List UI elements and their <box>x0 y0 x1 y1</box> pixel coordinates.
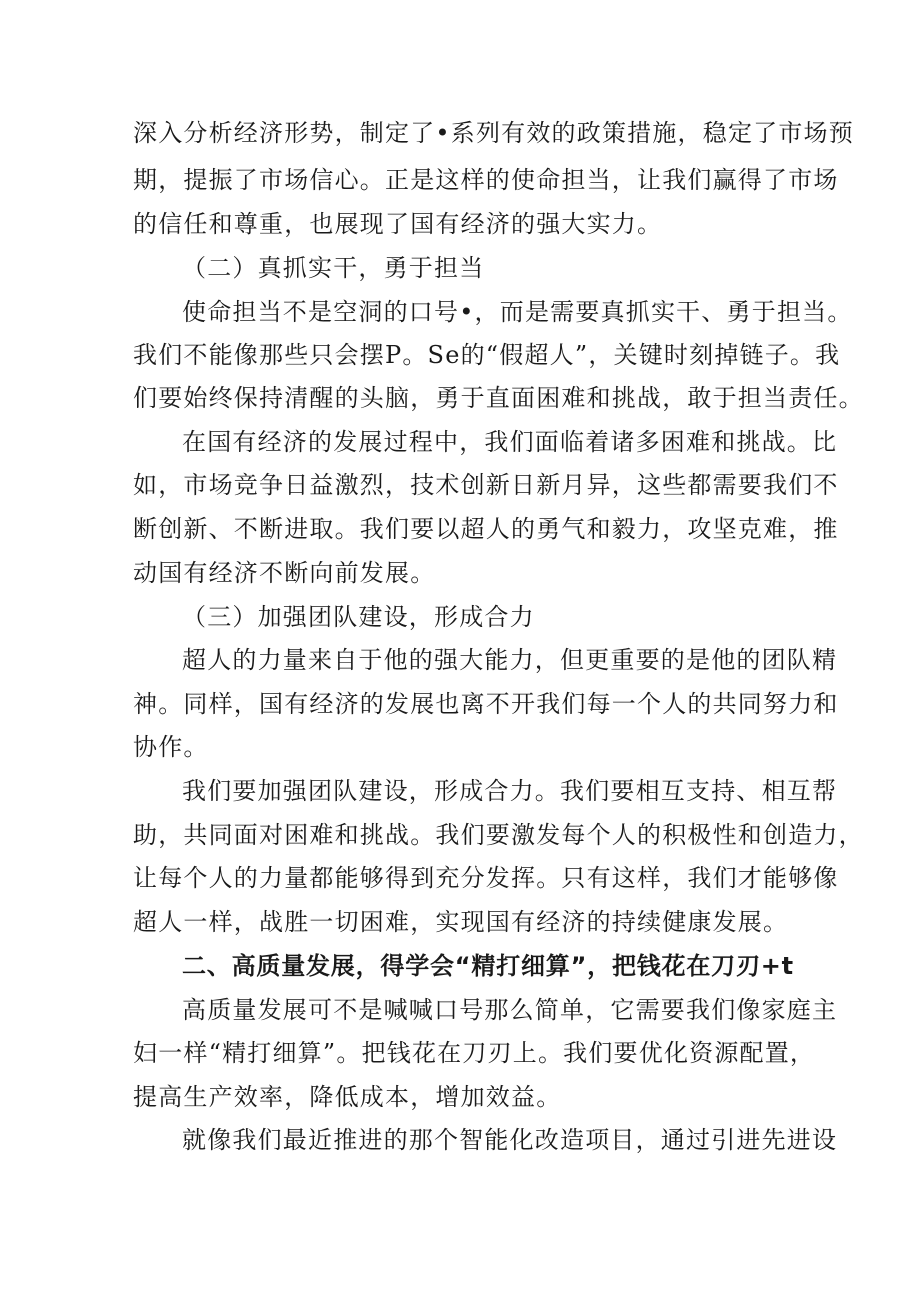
paragraph-line: 就像我们最近推进的那个智能化改造项目，通过引进先进设 <box>182 1126 838 1154</box>
paragraph-line: 使命担当不是空洞的口号•，而是需要真抓实干、勇于担当。 <box>182 298 853 326</box>
paragraph-line: 动国有经济不断向前发展。 <box>133 559 436 587</box>
paragraph-line: 提高生产效率，降低成本，增加效益。 <box>133 1083 562 1111</box>
paragraph-line: 我们要加强团队建设，形成合力。我们要相互支持、相互帮 <box>182 777 838 805</box>
section-subheading: （三）加强团队建设，形成合力 <box>182 603 535 631</box>
paragraph-line: 如，市场竞争日益激烈，技术创新日新月异，这些都需要我们不 <box>133 471 839 499</box>
paragraph-line: 超人的力量来自于他的强大能力，但更重要的是他的团队精 <box>182 646 838 674</box>
paragraph-line: 在国有经济的发展过程中，我们面临着诸多困难和挑战。比 <box>182 428 838 456</box>
paragraph-line: 高质量发展可不是喊喊口号那么简单，它需要我们像家庭主 <box>182 996 838 1024</box>
paragraph-line: 妇一样“精打细算”。把钱花在刀刃上。我们要优化资源配置， <box>133 1039 816 1067</box>
paragraph-line: 我们不能像那些只会摆P。Se的“假超人”，关键时刻掉链子。我 <box>133 341 841 369</box>
paragraph-line: 协作。 <box>133 733 209 761</box>
paragraph-line: 深入分析经济形势，制定了•系列有效的政策措施，稳定了市场预 <box>133 119 854 147</box>
section-heading: 二、高质量发展，得学会“精打细算”，把钱花在刀刃+t <box>182 952 794 980</box>
paragraph-line: 们要始终保持清醒的头脑，勇于直面困难和挑战，敢于担当责任。 <box>133 384 864 412</box>
paragraph-line: 助，共同面对困难和挑战。我们要激发每个人的积极性和创造力， <box>133 821 864 849</box>
paragraph-line: 超人一样，战胜一切困难，实现国有经济的持续健康发展。 <box>133 908 789 936</box>
paragraph-line: 断创新、不断进取。我们要以超人的勇气和毅力，攻坚克难，推 <box>133 515 839 543</box>
section-subheading: （二）真抓实干，勇于担当 <box>182 254 485 282</box>
paragraph-line: 期，提振了市场信心。正是这样的使命担当，让我们赢得了市场 <box>133 166 839 194</box>
paragraph-line: 让每个人的力量都能够得到充分发挥。只有这样，我们才能够像 <box>133 864 839 892</box>
paragraph-line: 的信任和尊重，也展现了国有经济的强大实力。 <box>133 210 663 238</box>
paragraph-line: 神。同样，国有经济的发展也离不开我们每一个人的共同努力和 <box>133 690 839 718</box>
